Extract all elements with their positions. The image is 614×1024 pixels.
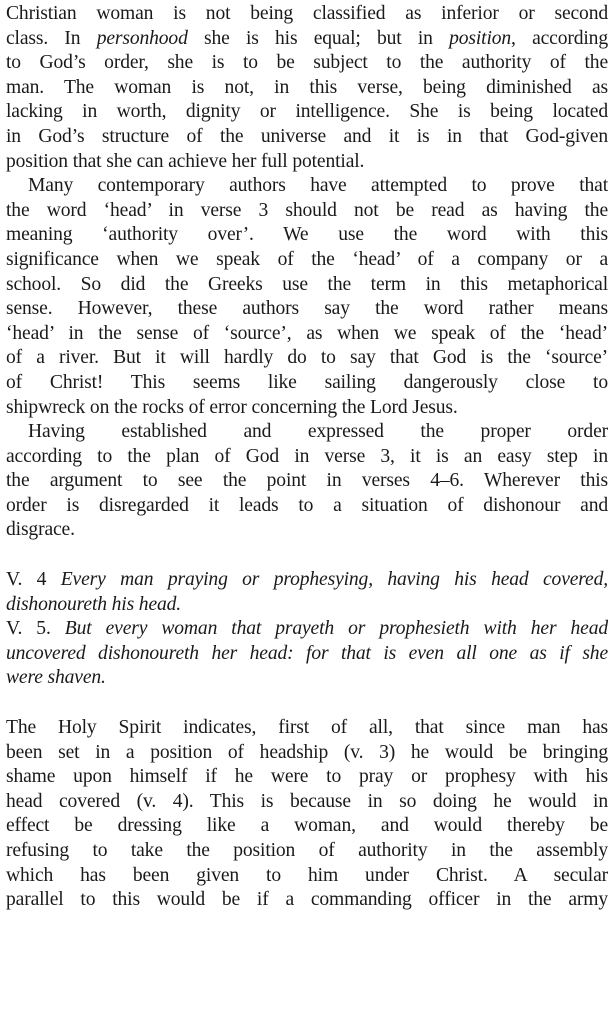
paragraph-line: shipwreck on the rocks of error concerning the Lord Jesus. [6,396,458,418]
verse-4 [6,568,608,617]
paragraph-line: order is disregarded it leads to a situation of dishonour and [6,494,608,516]
paragraph-line: in God’s structure of the universe and it is in that God-given [6,125,608,147]
paragraph-line: Having established and expressed the proper order [28,421,608,443]
paragraph-line: according to the plan of God in verse 3, it is an easy step in [6,445,608,467]
paragraph-line: position that she can achieve her full potential. [6,150,365,172]
paragraph-1 [6,2,608,174]
paragraph-line: shame upon himself if he were to pray or prophesy with his [6,766,608,788]
paragraph-line: refusing to take the position of authority in the assembly [6,840,608,861]
paragraph-line: The Holy Spirit indicates, first of all, that since man has [6,717,608,739]
paragraph-line: effect be dressing like a woman, and would thereby be [6,815,608,837]
verse-text: But every woman that prayeth or prophesieth with her head [64,618,608,640]
verse-line: were shaven. [6,667,106,689]
paragraph-2 [6,174,608,420]
paragraph-3 [6,420,608,543]
paragraph-4 [6,716,608,913]
paragraph-line: lacking in worth, dignity or intelligence. She is being located [6,101,608,123]
paragraph-line: the argument to see the point in verses 4–6. Wherever this [6,470,608,492]
paragraph-line: school. So did the Greeks use the term in this metaphorical [6,273,608,295]
book-page [6,2,608,913]
verse-line [6,617,608,642]
paragraph-line: man. The woman is not, in this verse, being diminished as [6,76,608,98]
paragraph-line: to God’s order, she is to be subject to the authority of the [6,52,608,74]
paragraph-line: class. In personhood she is his equal; but in position, according [6,27,608,49]
paragraph-line: of Christ! This seems like sailing dangerously close to [6,371,608,393]
verse-reference: V. 4 [6,569,61,591]
paragraph-line: meaning ‘authority over’. We use the word with this [6,224,608,246]
paragraph-line: of a river. But it will hardly do to say that God is the ‘source’ [6,347,608,369]
paragraph-line: the word ‘head’ in verse 3 should not be read as having the [6,199,608,221]
verse-5 [6,617,608,691]
paragraph-line: disgrace. [6,519,75,541]
scripture-quotation [6,568,608,691]
verse-reference: V. 5. [6,618,65,640]
paragraph-line: sense. However, these authors say the word rather means [6,298,608,320]
verse-line [6,568,608,593]
paragraph-line: Many contemporary authors have attempted to prove that [28,175,608,197]
verse-text: Every man praying or prophesying, having his head covered, [60,569,608,591]
paragraph-line: significance when we speak of the ‘head’ of a company or a [6,248,608,270]
paragraph-line: been set in a position of headship (v. 3) he would be bringing [6,741,608,763]
verse-line: dishonoureth his head. [6,593,182,615]
verse-line: uncovered dishonoureth her head: for that is even all one as if she [6,642,608,664]
paragraph-line: parallel to this would be if a commanding officer in the army [6,889,608,911]
paragraph-line: Christian woman is not being classified as inferior or second [6,3,608,24]
paragraph-line: which has been given to him under Christ. A secular [6,864,608,886]
paragraph-line: ‘head’ in the sense of ‘source’, as when we speak of the ‘head’ [6,322,608,344]
paragraph-line: head covered (v. 4). This is because in so doing he would in [6,790,608,812]
emphasis-position: position [449,27,512,49]
emphasis-personhood: personhood [96,27,188,49]
